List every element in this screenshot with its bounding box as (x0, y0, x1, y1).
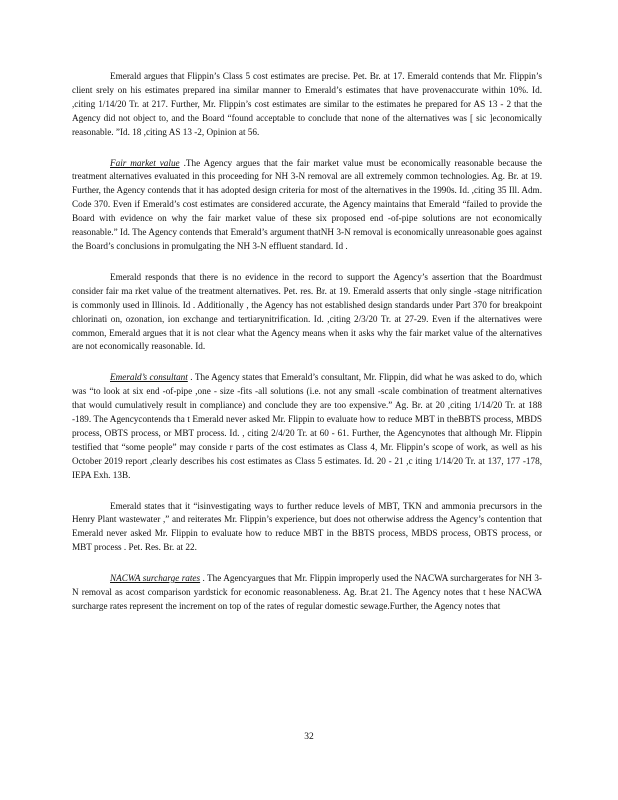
section-heading-emeralds-consultant: Emerald’s consultant (110, 372, 188, 383)
paragraph-emerald-responds (72, 271, 542, 354)
paragraph-emerald-investigating (72, 500, 542, 556)
paragraph-flippin-estimates (72, 70, 542, 140)
paragraph-fair-market-value (72, 157, 542, 254)
paragraph-emeralds-consultant (72, 371, 542, 482)
document-body (72, 70, 542, 631)
paragraph-text: Emerald argues that Flippin’s Class 5 cost estimates are precise. Pet. Br. at 17. Emerald contends that Mr. Flippin’s client srely on his estimates prepared ina similar manner to Emerald’s estimates that have provenaccurate within 10%. Id. ,citing 1/14/20 Tr. at 217. Further, Mr. Flippin’s cost estimates are similar to the estimates he prepared for AS 13 - 2 that the Agency did not object to, and the Board “found acceptable to conclude that none of the alternatives was [ sic ]economically reasonable. ”Id. 18 ,citing AS 13 -2, Opinion at 56. (72, 71, 542, 137)
paragraph-text: . The Agency states that Emerald’s consultant, Mr. Flippin, did what he was asked to do, which was “to look at six end -of-pipe ,one - size -fits -all solutions (i.e. not any small -scale combination of treatment alternatives that would cumulatively result in compliance) and conclude they are too expensive.” Ag. Br. at 20 ,citing 1/14/20 Tr. at 188 -189. The Agencycontends tha t Emerald never asked Mr. Flippin to evaluate how to reduce MBT in theBBTS process, MBDS process, OBTS process, or MBT process. Id. , citing 2/4/20 Tr. at 60 - 61. Further, the Agencynotes that although Mr. Flippin testified that “some people” may conside r parts of the cost estimates as Class 4, Mr. Flippin’s scope of work, as well as his October 2019 report ,clearly describes his cost estimates as Class 5 estimates. Id. 20 - 21 ,c iting 1/14/20 Tr. at 137, 177 -178, IEPA Exh. 13B. (72, 372, 542, 480)
page-number: 32 (304, 732, 314, 742)
paragraph-text: Emerald states that it “isinvestigating ways to further reduce levels of MBT, TKN and ammonia precursors in the Henry Plant wastewater ,” and reiterates Mr. Flippin’s experience, but does not otherwise address the Agency’s contention that Emerald never asked Mr. Flippin to evaluate how to reduce MBT in the BBTS process, MBDS process, OBTS process, or MBT process . Pet. Res. Br. at 22. (72, 500, 542, 553)
paragraph-text: Emerald responds that there is no evidence in the record to support the Agency’s assertion that the Boardmust consider fair ma rket value of the treatment alternatives. Pet. res. Br. at 19. Emerald asserts that only single -stage nitrification is commonly used in Illinois. Id . Additionally , the Agency has not established design standards under Part 370 for breakpoint chlorinati on, ozonation, ion exchange and tertiarynitrification. Id. ,citing 2/3/20 Tr. at 27-29. Even if the alternatives were common, Emerald argues that it is not clear what the Agency means when it asks why the fair market value of the alternatives are not economically reasonable. Id. (72, 271, 542, 352)
section-heading-fair-market-value: Fair market value (110, 157, 180, 168)
paragraph-text: .The Agency argues that the fair market value must be economically reasonable because the treatment alternatives evaluated in this proceeding for NH 3-N removal are all extremely common technologies. Ag. Br. at 19. Further, the Agency contends that it has adopted design criteria for most of the alternatives in the 1990s. Id. ,citing 35 Ill. Adm. Code 370. Even if Emerald’s cost estimates are considered accurate, the Agency maintains that Emerald “failed to provide the Board with evidence on why the fair market value of these six proposed end -of-pipe solutions are not economically reasonable.” Id. The Agency contends that Emerald’s argument thatNH 3-N removal is economically unreasonable goes against the Board’s conclusions in promulgating the NH 3-N effluent standard. Id . (72, 157, 542, 251)
section-heading-nacwa-surcharge-rates: NACWA surcharge rates (110, 573, 201, 584)
paragraph-nacwa-surcharge (72, 572, 542, 614)
paragraph-text: . The Agencyargues that Mr. Flippin improperly used the NACWA surchargerates for NH 3-N removal as acost comparison yardstick for economic reasonableness. Ag. Br.at 21. The Agency notes that t hese NACWA surcharge rates represent the increment on top of the rates of regular domestic sewage.Further, the Agency notes that (72, 573, 542, 611)
